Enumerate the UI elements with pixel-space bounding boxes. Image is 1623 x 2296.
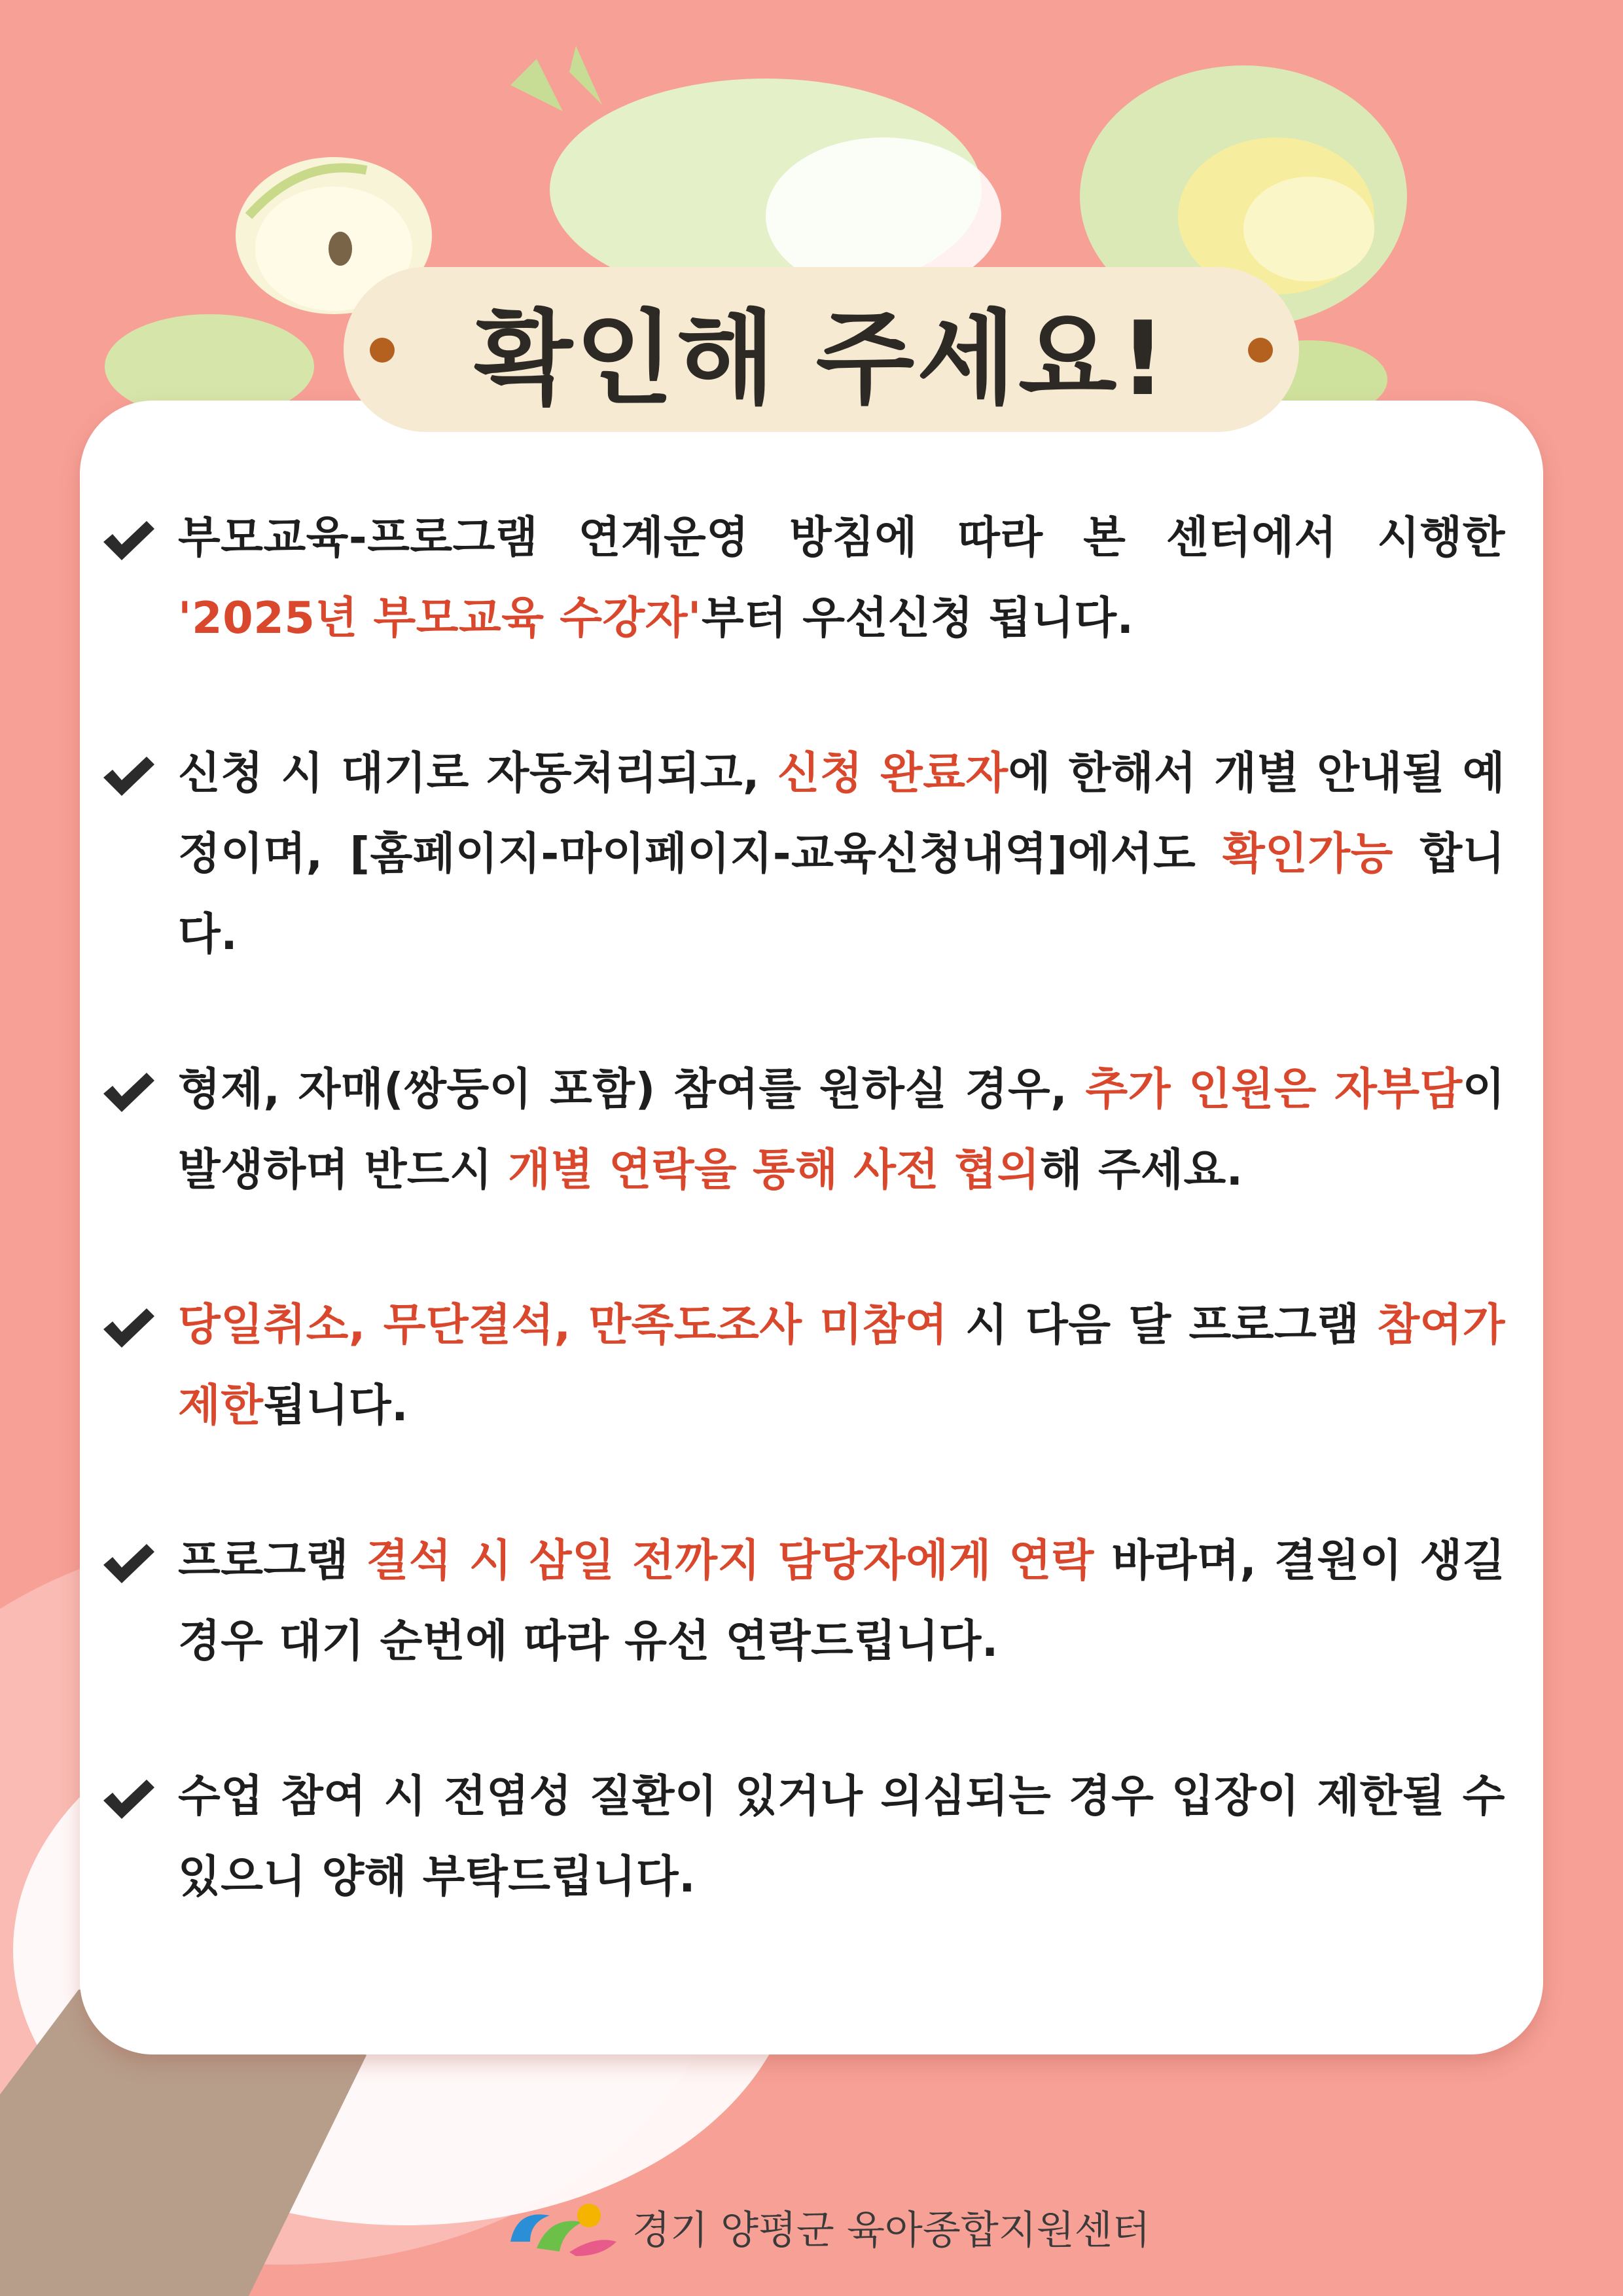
dot-ornament-right xyxy=(1248,338,1273,363)
text-segment: 시 다음 달 프로그램 xyxy=(948,1299,1378,1350)
text-segment: 프로그램 xyxy=(178,1535,366,1586)
notice-item xyxy=(98,1756,1505,1917)
text-segment: 수업 참여 시 전염성 질환이 있거나 의심되는 경우 입장이 제한될 수 있으니 양해 부탁드립니다. xyxy=(178,1770,1505,1902)
notice-item xyxy=(98,1520,1505,1681)
notice-text xyxy=(178,1049,1505,1210)
check-mark-icon xyxy=(101,1306,156,1350)
check-mark-icon xyxy=(101,518,156,563)
text-segment: 부터 우선신청 됩니다. xyxy=(701,592,1134,643)
text-segment: 합니다. xyxy=(178,828,1505,960)
highlighted-text: 신청 완료자 xyxy=(777,747,1008,798)
text-segment: 부모교육-프로그램 연계운영 방침에 따라 본 센터에서 시행한 xyxy=(178,512,1505,563)
notice-list xyxy=(98,497,1505,1992)
text-segment: 에 한해서 개별 안내될 예정이며, [홈페이지-마이페이지-교육신청내역]에서도 xyxy=(178,747,1506,879)
title-banner xyxy=(344,267,1299,432)
notice-item xyxy=(98,733,1505,975)
text-segment: 바라며, 결원이 생길 경우 대기 순번에 따라 유선 연락드립니다. xyxy=(178,1535,1505,1666)
text-segment: 신청 시 대기로 자동처리되고, xyxy=(178,747,777,798)
dot-ornament-left xyxy=(370,338,395,363)
center-logo-icon xyxy=(504,2196,622,2259)
check-mark-icon xyxy=(101,1777,156,1821)
notice-item xyxy=(98,1285,1505,1446)
highlighted-text: 참여가 제한 xyxy=(178,1299,1506,1431)
highlighted-text: 개별 연락을 통해 사전 협의 xyxy=(508,1144,1040,1195)
text-segment: 형제, 자매(쌍둥이 포함) 참여를 원하실 경우, xyxy=(178,1064,1086,1115)
page-title: 확인해 주세요! xyxy=(474,298,1169,418)
highlighted-text: '2025년 부모교육 수강자' xyxy=(178,592,702,643)
check-mark-icon xyxy=(101,1070,156,1115)
check-mark-icon xyxy=(101,754,156,798)
text-segment: 됩니다. xyxy=(263,1380,409,1431)
highlighted-text: 당일취소, 무단결석, 만족도조사 미참여 xyxy=(178,1299,948,1350)
text-segment: 해 주세요. xyxy=(1039,1144,1243,1195)
notice-text xyxy=(178,1285,1505,1446)
notice-item xyxy=(98,497,1505,658)
check-mark-icon xyxy=(101,1541,156,1586)
notice-text xyxy=(178,1756,1505,1917)
highlighted-text: 결석 시 삼일 전까지 담당자에게 연락 xyxy=(366,1535,1094,1586)
footer xyxy=(504,2196,1150,2259)
notice-text xyxy=(178,1520,1505,1681)
notice-text xyxy=(178,733,1505,975)
highlighted-text: 추가 인원은 자부담 xyxy=(1085,1064,1463,1115)
text-segment: 이 발생하며 반드시 xyxy=(178,1064,1505,1195)
organization-name: 경기 양평군 육아종합지원센터 xyxy=(632,2208,1150,2253)
highlighted-text: 확인가능 xyxy=(1222,828,1393,879)
notice-text xyxy=(178,497,1505,658)
notice-item xyxy=(98,1049,1505,1210)
